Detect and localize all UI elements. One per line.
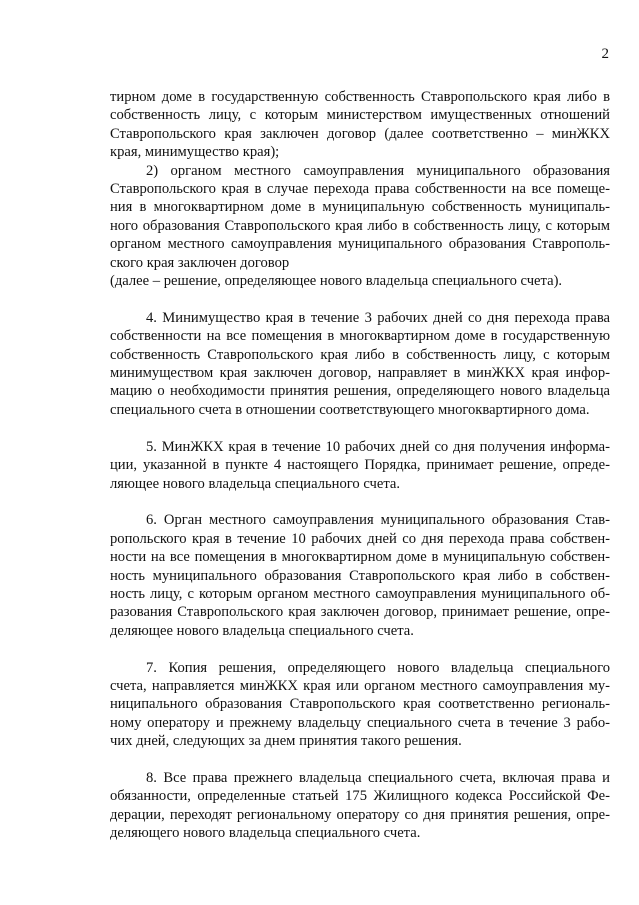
text-line: дерации, переходят региональному оператору со дня принятия решения, опре- bbox=[110, 806, 610, 823]
text-line: ниципального образования Ставропольского края соответственно региональ- bbox=[110, 696, 610, 713]
text-line: органом местного самоуправления муниципального образования Ставрополь- bbox=[110, 236, 610, 253]
paragraph-spacer bbox=[110, 493, 610, 511]
paragraph bbox=[110, 88, 610, 162]
paragraph bbox=[110, 438, 610, 493]
text-line: Ставропольского края заключен договор (далее соответственно – минЖКХ bbox=[110, 125, 610, 142]
paragraph bbox=[110, 659, 610, 751]
paragraph-spacer bbox=[110, 290, 610, 308]
text-line: 4. Минимущество края в течение 3 рабочих дней со дня перехода права bbox=[146, 309, 610, 326]
text-line: минимуществом края заключен договор, направляет в минЖКХ края инфор- bbox=[110, 365, 610, 382]
text-line: разования Ставропольского края заключен договор, принимает решение, опре- bbox=[110, 604, 610, 621]
text-line: собственности на все помещения в многоквартирном доме в государственную bbox=[110, 328, 610, 345]
text-line: мацию о необходимости принятия решения, определяющего нового владельца bbox=[110, 383, 610, 400]
text-line: ропольского края в течение 10 рабочих дней со дня перехода права собствен- bbox=[110, 530, 610, 547]
page-number: 2 bbox=[601, 46, 609, 62]
text-line: края, минимущество края); bbox=[110, 144, 280, 161]
text-line: ному оператору и прежнему владельцу специального счета в течение 3 рабо- bbox=[110, 714, 610, 731]
text-line: деляющее нового владельца специального счета. bbox=[110, 622, 414, 639]
text-line: 2) органом местного самоуправления муниципального образования bbox=[146, 162, 610, 179]
text-line: ции, указанной в пункте 4 настоящего Порядка, принимает решение, опреде- bbox=[110, 457, 610, 474]
text-line: ляющее нового владельца специального счета. bbox=[110, 475, 401, 492]
text-line: чих дней, следующих за днем принятия такого решения. bbox=[110, 733, 462, 750]
text-line: (далее – решение, определяющее нового владельца специального счета). bbox=[110, 273, 563, 290]
paragraph bbox=[110, 162, 610, 291]
paragraph-spacer bbox=[110, 640, 610, 658]
text-line: ность лицу, с которым органом местного самоуправления муниципального об- bbox=[110, 585, 610, 602]
text-line: Ставропольского края в случае перехода права собственности на все помеще- bbox=[110, 181, 610, 198]
text-line: специального счета в отношении соответствующего многоквартирного дома. bbox=[110, 401, 590, 418]
paragraph bbox=[110, 511, 610, 640]
text-line: ния в многоквартирном доме в муниципальную собственность муниципаль- bbox=[110, 199, 610, 216]
document-body bbox=[110, 88, 610, 843]
text-line: собственность лицу, с которым министерством имущественных отношений bbox=[110, 107, 610, 124]
paragraph bbox=[110, 309, 610, 419]
text-line: ного образования Ставропольского края либо в собственность лицу, с которым bbox=[110, 217, 610, 234]
text-line: ность муниципального образования Ставропольского края либо в собствен- bbox=[110, 567, 610, 584]
paragraph-spacer bbox=[110, 419, 610, 437]
paragraph-spacer bbox=[110, 751, 610, 769]
text-line: ности на все помещения в многоквартирном доме в муниципальную собствен- bbox=[110, 549, 610, 566]
text-line: 8. Все права прежнего владельца специального счета, включая права и bbox=[146, 769, 610, 786]
text-line: счета, направляется минЖКХ края или органом местного самоуправления му- bbox=[110, 677, 610, 694]
paragraph bbox=[110, 769, 610, 843]
text-line: обязанности, определенные статьей 175 Жилищного кодекса Российской Фе- bbox=[110, 788, 610, 805]
text-line: собственность Ставропольского края либо в собственность лицу, с которым bbox=[110, 346, 610, 363]
text-line: тирном доме в государственную собственность Ставропольского края либо в bbox=[110, 89, 610, 105]
text-line: 7. Копия решения, определяющего нового владельца специального bbox=[146, 659, 610, 676]
text-line: 6. Орган местного самоуправления муниципального образования Став- bbox=[146, 512, 610, 529]
text-line: 5. МинЖКХ края в течение 10 рабочих дней со дня получения информа- bbox=[146, 438, 610, 455]
text-line: ского края заключен договор bbox=[110, 254, 290, 271]
text-line: деляющего нового владельца специального счета. bbox=[110, 825, 421, 842]
